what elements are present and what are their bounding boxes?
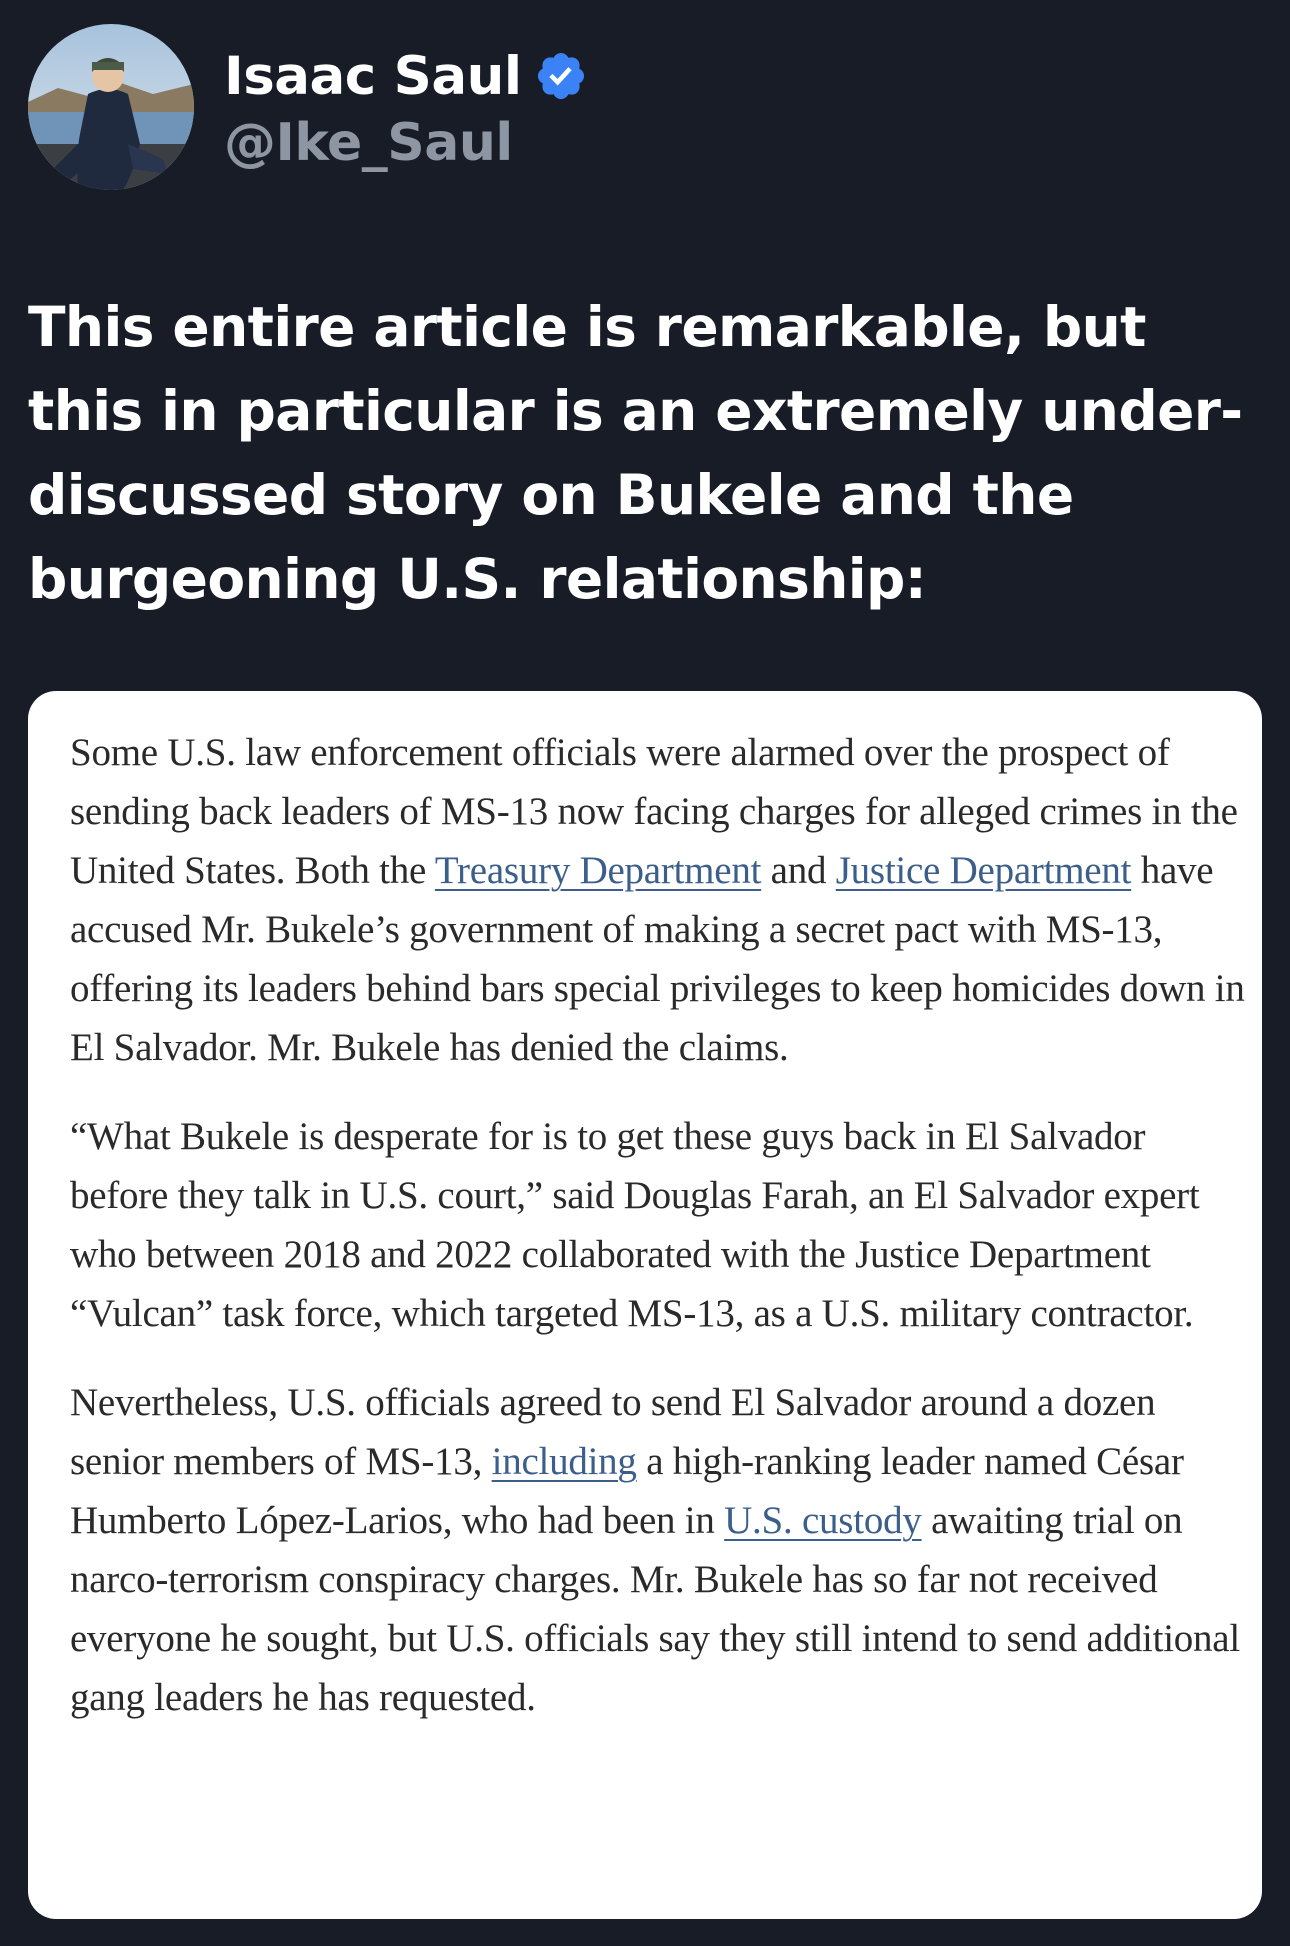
author-display-name[interactable]: Isaac Saul bbox=[224, 45, 522, 107]
article-excerpt-image[interactable] bbox=[28, 691, 1262, 1919]
article-paragraph-1 bbox=[70, 723, 1248, 1077]
paragraph-text: Nevertheless, U.S. officials agreed to send El Salvador around a dozen senior members of MS-13, bbox=[70, 1381, 1156, 1483]
justice-department-link[interactable]: Justice Department bbox=[835, 849, 1132, 892]
avatar[interactable] bbox=[28, 24, 194, 190]
article-paragraph-3 bbox=[70, 1373, 1248, 1727]
tweet-header bbox=[28, 22, 588, 192]
us-custody-link[interactable]: U.S. custody bbox=[724, 1499, 922, 1542]
tweet-text: This entire article is remarkable, but this in particular is an extremely under-discussed story on Bukele and the burgeoning U.S. relationship: bbox=[28, 295, 1243, 611]
avatar-photo bbox=[28, 24, 194, 190]
paragraph-text: Some U.S. law enforcement officials were alarmed over the prospect of sending back leaders of MS-13 now facing charges for alleged crimes in the United States. Both the bbox=[70, 731, 1238, 892]
paragraph-text: awaiting trial on narco-terrorism conspiracy charges. Mr. Bukele has so far not received everyone he sought, but U.S. officials say they still intend to send additional gang leaders he has requested. bbox=[70, 1499, 1240, 1719]
paragraph-text: a high-ranking leader named César Humberto López-Larios, who had been in bbox=[70, 1440, 1184, 1542]
paragraph-text: and bbox=[761, 849, 836, 892]
paragraph-text: have accused Mr. Bukele’s government of making a secret pact with MS-13, offering its leaders behind bars special privileges to keep homicides down in El Salvador. Mr. Bukele has denied the claims. bbox=[70, 849, 1245, 1069]
paragraph-text: “What Bukele is desperate for is to get these guys back in El Salvador before they talk in U.S. court,” said Douglas Farah, an El Salvador expert who between 2018 and 2022 collaborated with the Justice Department “Vulcan” task force, which targeted MS-13, as a U.S. military contractor. bbox=[70, 1115, 1200, 1335]
article-paragraph-2 bbox=[70, 1107, 1248, 1343]
including-link[interactable]: including bbox=[491, 1440, 637, 1483]
treasury-department-link[interactable]: Treasury Department bbox=[434, 849, 762, 892]
verified-badge-icon bbox=[534, 49, 588, 103]
author-handle[interactable]: @Ike_Saul bbox=[224, 113, 513, 173]
